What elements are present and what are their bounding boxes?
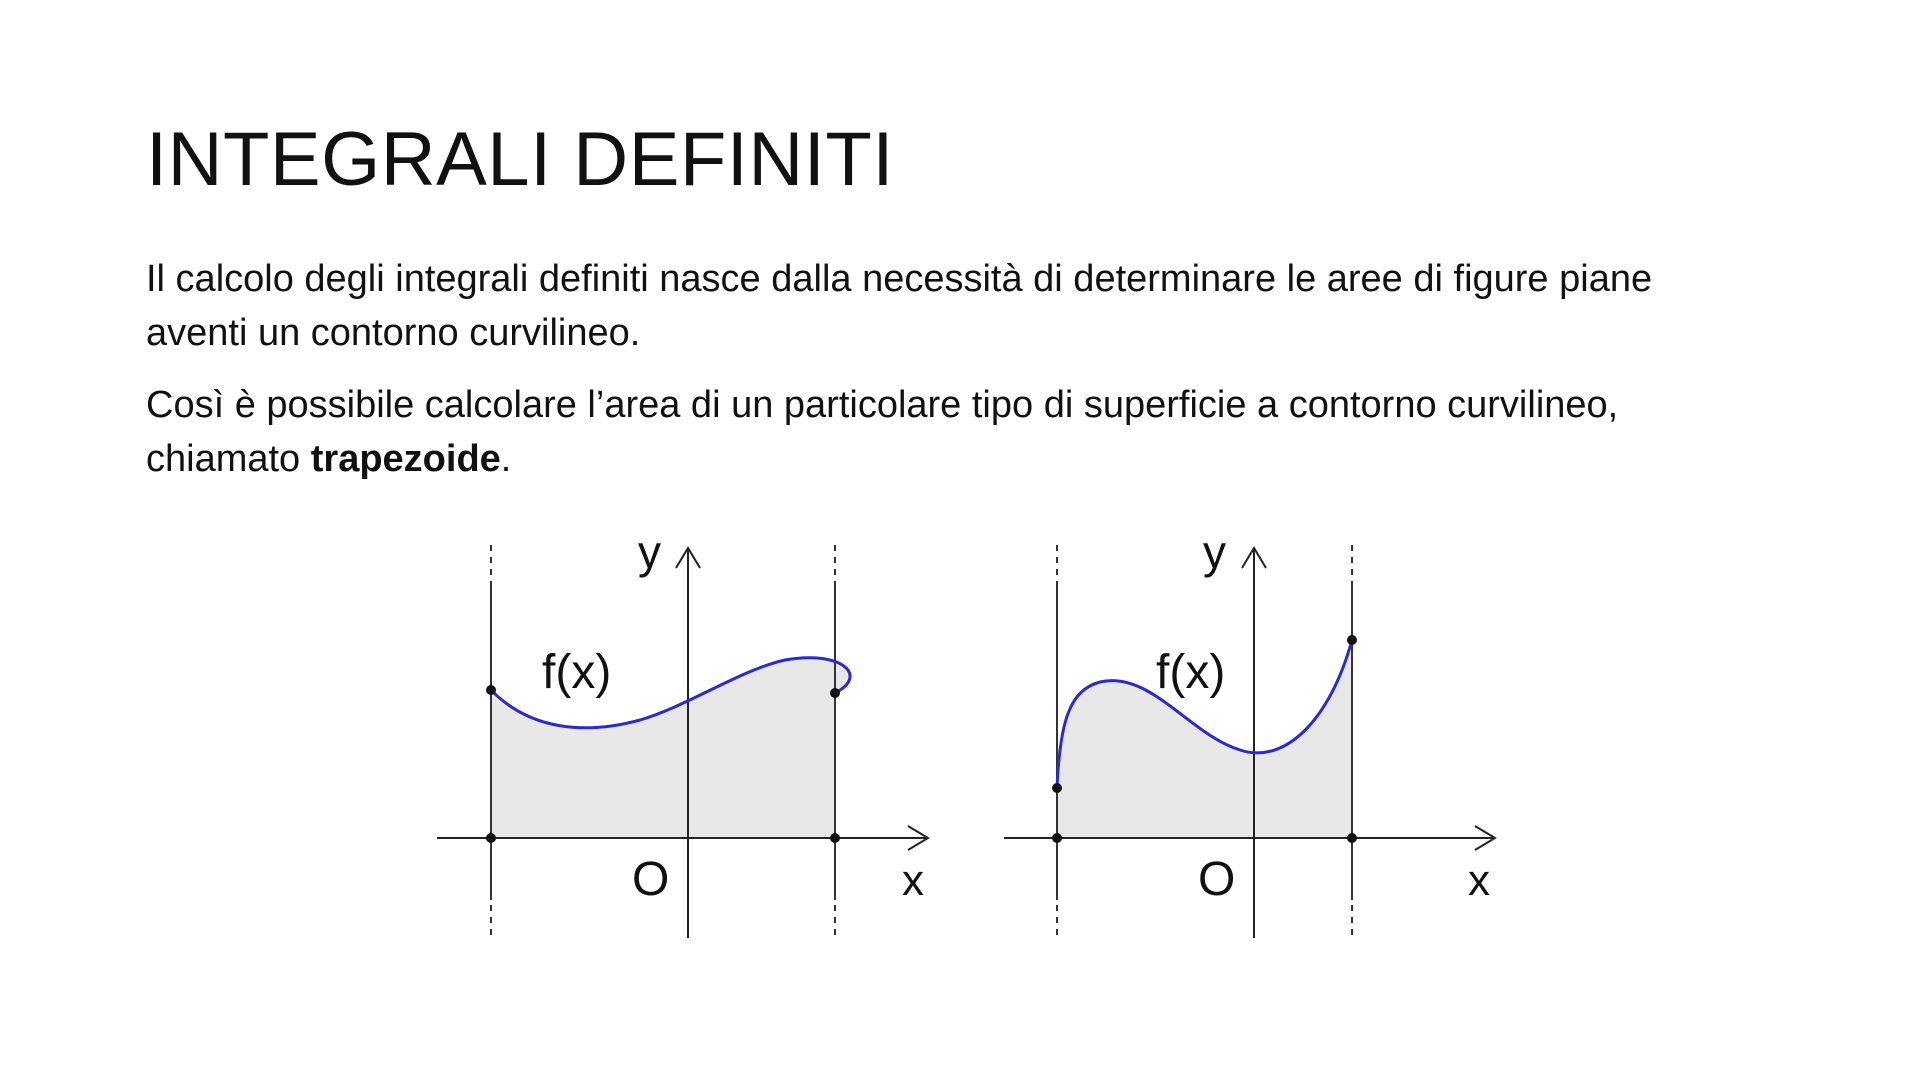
figure-2 (1004, 526, 1495, 940)
figure-1-origin-label: O (632, 853, 670, 906)
figure-1-x-label: x (902, 856, 924, 905)
figure-1 (437, 526, 928, 940)
figure-1-point-fb (830, 688, 840, 698)
paragraph-trapezoid-suffix: . (500, 438, 512, 480)
figure-1-y-label: y (638, 526, 661, 578)
figure-2-origin-label: O (1198, 853, 1236, 906)
paragraph-trapezoid-prefix: Così è possibile calcolare l’area di un particolare tipo di superficie a contorno curvilineo, chiamato (146, 384, 1619, 480)
figure-1-point-a (486, 833, 496, 843)
figure-1-function-label: f(x) (542, 646, 612, 699)
figure-2-function-label: f(x) (1156, 646, 1226, 699)
figure-2-point-fb (1347, 635, 1357, 645)
figure-2-point-fa (1052, 783, 1062, 793)
trapezoid-term: trapezoide (310, 438, 501, 480)
paragraph-definition: Il calcolo degli integrali definiti nasce dalla necessità di determinare le aree di figure piane aventi un contorno curvilineo. (146, 258, 1653, 354)
figure-2-point-b (1347, 833, 1357, 843)
figure-2-point-a (1052, 833, 1062, 843)
figure-1-point-fa (486, 685, 496, 695)
slide-title: INTEGRALI DEFINITI (146, 117, 894, 202)
figure-2-y-label: y (1203, 526, 1226, 578)
figure-1-point-b (830, 833, 840, 843)
figure-2-x-label: x (1468, 856, 1490, 905)
